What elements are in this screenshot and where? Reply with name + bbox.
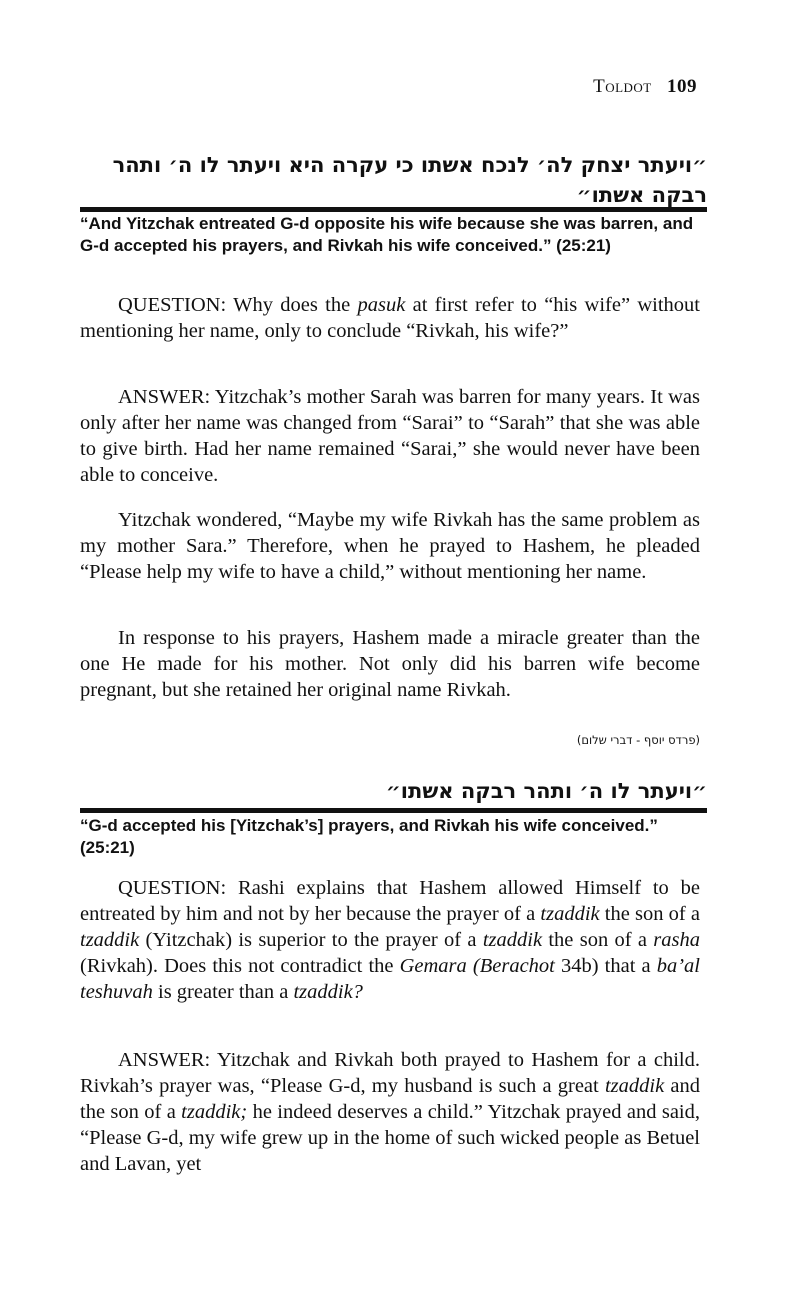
question-paragraph-1: QUESTION: Why does the pasuk at first refer to “his wife” without mentioning her name, only to conclude “Rivkah, his wife?” bbox=[80, 294, 700, 342]
running-title: Toldot bbox=[593, 76, 652, 97]
question-label: QUESTION: bbox=[118, 294, 227, 316]
english-verse-heading-1: “And Yitzchak entreated G-d opposite his wife because she was barren, and G-d accepted his prayers, and Rivkah his wife conceived.” (25:21) bbox=[80, 214, 694, 255]
answer-paragraph-1: ANSWER: Yitzchak’s mother Sarah was barren for many years. It was only after her name was changed from “Sarai” to “Sarah” that she was able to give birth. Had her name remained “Sarai,” she would never have been able to conceive. bbox=[80, 386, 700, 486]
paragraph-3: Yitzchak wondered, “Maybe my wife Rivkah has the same problem as my mother Sara.” Therefore, when he prayed to Hashem, he pleaded “Please help my wife to have a child,” without mentioning her name. bbox=[80, 509, 700, 583]
page-number: 109 bbox=[667, 76, 697, 97]
hebrew-verse-heading-2: ״ויעתר לו ה׳ ותהר רבקה אשתו״ bbox=[385, 779, 707, 803]
running-header bbox=[593, 76, 697, 98]
english-verse-heading-2: “G-d accepted his [Yitzchak’s] prayers, and Rivkah his wife conceived.” (25:21) bbox=[80, 816, 658, 857]
hebrew-verse-heading-1: ״ויעתר יצחק לה׳ לנכח אשתו כי עקרה היא ויעתר לו ה׳ ותהר רבקה אשתו״ bbox=[112, 153, 707, 207]
heading-rule-1 bbox=[80, 207, 707, 212]
answer-paragraph-2: ANSWER: Yitzchak and Rivkah both prayed to Hashem for a child. Rivkah’s prayer was, “Please G-d, my husband is such a great tzaddik and the son of a tzaddik; he indeed deserves a child.” Yitzchak prayed and said, “Please G-d, my wife grew up in the home of such wicked people as Betuel and Lavan, yet bbox=[80, 1049, 700, 1175]
source-citation: (פרדס יוסף - דברי שלום) bbox=[576, 733, 700, 747]
heading-rule-2 bbox=[80, 808, 707, 813]
question-paragraph-2: QUESTION: Rashi explains that Hashem allowed Himself to be entreated by him and not by her because the prayer of a tzaddik the son of a tzaddik (Yitzchak) is superior to the prayer of a tzaddik the son of a rasha (Rivkah). Does this not contradict the Gemara (Berachot 34b) that a ba’al teshuvah is greater than a tzaddik? bbox=[80, 877, 701, 1003]
paragraph-4: In response to his prayers, Hashem made a miracle greater than the one He made for his mother. Not only did his barren wife become pregnant, but she retained her original name Rivkah. bbox=[80, 627, 700, 701]
